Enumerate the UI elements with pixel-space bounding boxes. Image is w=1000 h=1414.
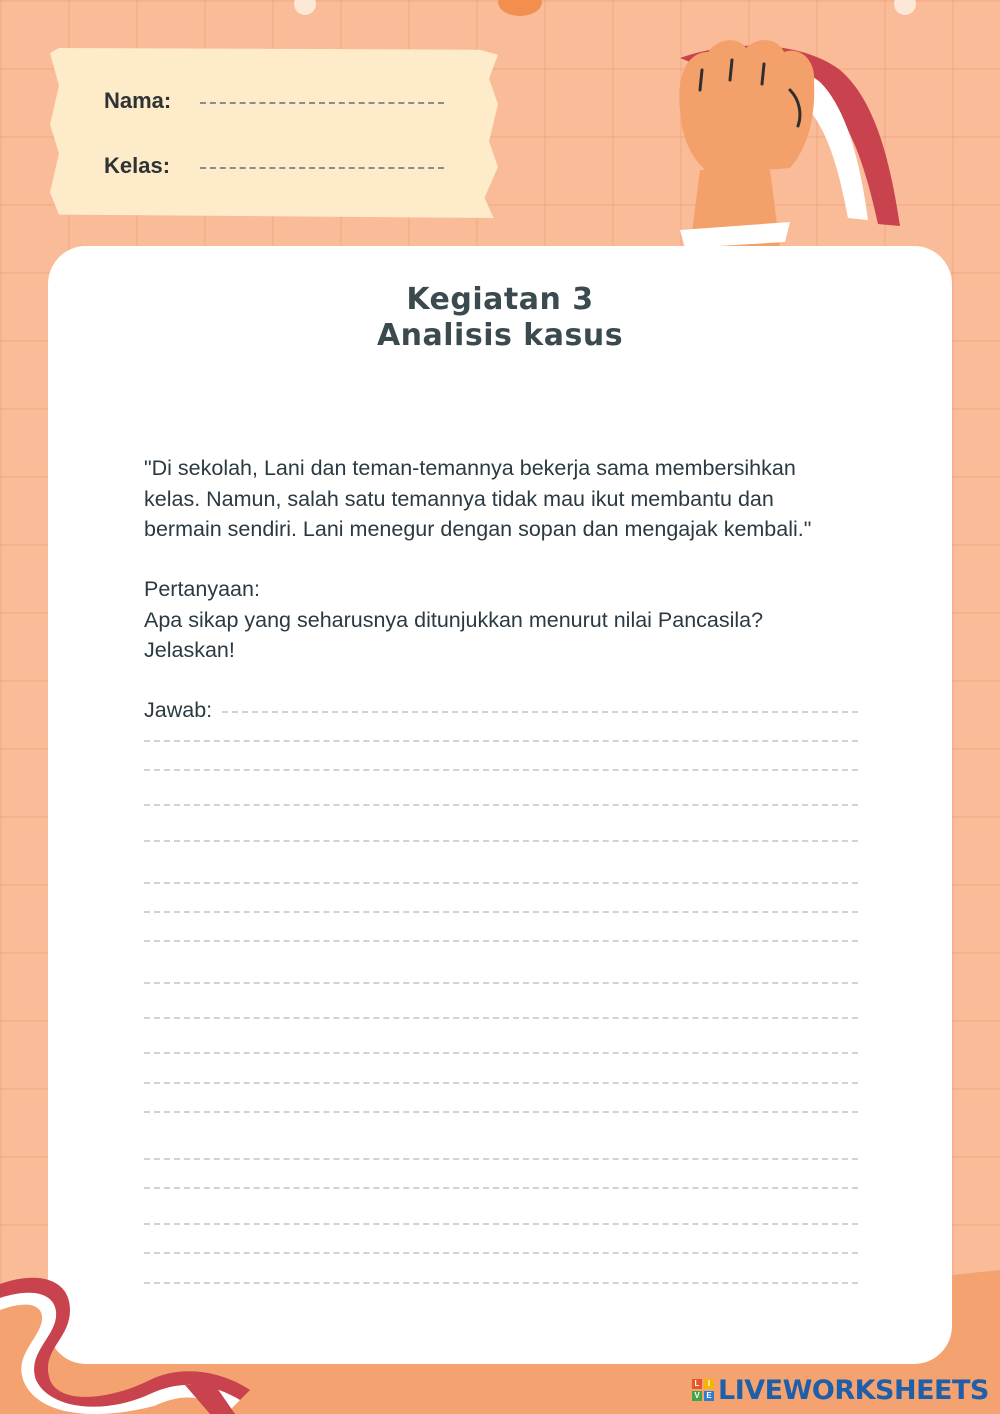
raised-fist-with-flag-icon	[640, 30, 910, 250]
story-line: bermain sendiri. Lani menegur dengan sopan dan mengajak kembali."	[144, 517, 812, 541]
answer-line[interactable]	[144, 1223, 858, 1225]
logo-letter: V	[692, 1391, 702, 1401]
answer-line[interactable]	[144, 1111, 858, 1113]
nama-label: Nama:	[104, 88, 172, 113]
story-line: kelas. Namun, salah satu temannya tidak mau ikut membantu dan	[144, 486, 774, 511]
answer-line[interactable]	[144, 940, 858, 942]
kelas-row	[104, 153, 444, 179]
answer-line[interactable]	[222, 711, 858, 713]
answer-line[interactable]	[144, 740, 858, 742]
nama-input-line[interactable]	[200, 102, 444, 104]
title-line-2: Analisis kasus	[376, 318, 624, 353]
nama-row	[104, 88, 444, 114]
question-block	[144, 574, 884, 666]
liveworksheets-logo-icon	[692, 1379, 714, 1401]
answer-line[interactable]	[144, 1052, 858, 1054]
answer-line[interactable]	[144, 982, 858, 984]
brand-name: LIVEWORKSHEETS	[718, 1374, 989, 1406]
title-line-1: Kegiatan 3	[406, 282, 594, 317]
answer-line[interactable]	[144, 840, 858, 842]
case-story	[144, 453, 884, 545]
top-decoration	[0, 0, 1000, 20]
answer-line[interactable]	[144, 804, 858, 806]
answer-line[interactable]	[144, 1187, 858, 1189]
answer-line[interactable]	[144, 1252, 858, 1254]
answer-line[interactable]	[144, 769, 858, 771]
answer-line[interactable]	[144, 1158, 858, 1160]
logo-letter: I	[704, 1379, 714, 1389]
name-card	[50, 48, 498, 218]
answer-line[interactable]	[144, 1017, 858, 1019]
logo-letter: E	[704, 1391, 714, 1401]
answer-line[interactable]	[144, 882, 858, 884]
red-white-ribbon-icon	[0, 1270, 270, 1414]
story-line: "Di sekolah, Lani dan teman-temannya bekerja sama membersihkan	[144, 456, 796, 480]
answer-line[interactable]	[144, 1082, 858, 1084]
kelas-input-line[interactable]	[200, 167, 444, 169]
liveworksheets-brand[interactable]	[692, 1373, 989, 1407]
question-line: Apa sikap yang seharusnya ditunjukkan menurut nilai Pancasila?	[144, 607, 764, 632]
question-label: Pertanyaan:	[144, 577, 260, 601]
kelas-label: Kelas:	[104, 153, 171, 178]
question-line: Jelaskan!	[144, 638, 235, 662]
answer-label: Jawab:	[144, 698, 213, 722]
logo-letter: L	[692, 1379, 702, 1389]
answer-line[interactable]	[144, 911, 858, 913]
